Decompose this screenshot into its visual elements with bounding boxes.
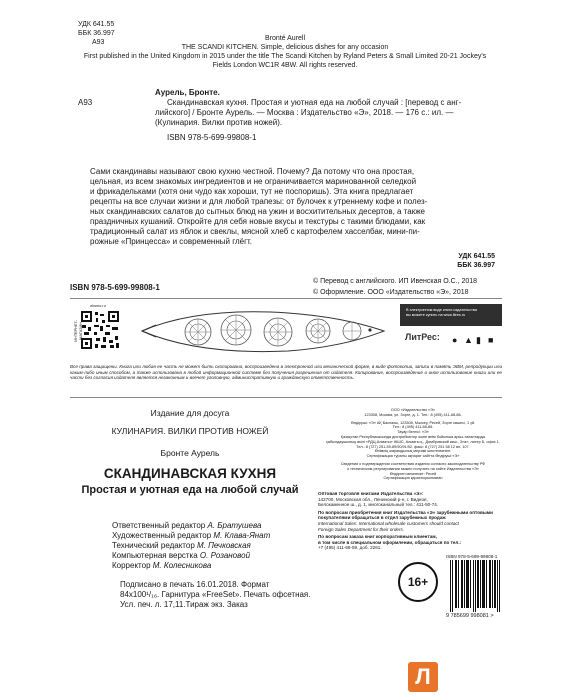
catalog-line-1: Скандинавская кухня. Простая и уютная еда на любой случай : [перевод с анг- bbox=[167, 98, 462, 107]
right-codes bbox=[400, 252, 495, 270]
publisher-line: о техническом регулировании можно получить на сайте Издательства «Э» bbox=[347, 466, 479, 471]
credit-role: Технический редактор bbox=[112, 541, 195, 550]
platform-icons bbox=[452, 334, 502, 346]
original-line-2: First published in the United Kingdom in 2015 under the title The Scandi Kitchen by Ryland Peters & Small Limited 20-21 Jockey's bbox=[83, 53, 487, 60]
credit-name: М. Клава-Янат bbox=[213, 531, 271, 540]
qr-block bbox=[70, 304, 126, 360]
banner-line: В электронном виде книги издательства bbox=[406, 308, 477, 312]
edition-title: СКАНДИНАВСКАЯ КУХНЯ bbox=[103, 466, 277, 481]
credit-role: Корректор bbox=[112, 561, 151, 570]
divider bbox=[70, 298, 502, 299]
annotation-line: праздничных кушаний. Откройте для себя новые вкусы и текстуры с такими блюдами, как bbox=[90, 217, 426, 226]
publisher-line: Тел.: 8 (727) 251-59-89/90/91/92, факс: 8 (727) 251 58 12 вн. 107. bbox=[356, 444, 470, 449]
publisher-line: Өндіруші: «Э» АҚ Баспасы, 123308, Мәскеу, Ресей, Зорге көшесі, 1 үй. bbox=[350, 420, 476, 425]
edition-block bbox=[70, 408, 310, 497]
original-line-1: THE SCANDI KITCHEN. Simple, delicious dishes for any occasion bbox=[181, 44, 389, 51]
print-line: Подписано в печать 16.01.2018. Формат bbox=[120, 580, 270, 589]
abroad-line: Foreign Sales Department for their orders. bbox=[318, 526, 405, 532]
annotation-line: цельная, из всем знакомых ингредиентов и не ограничивается маринованной селедкой bbox=[90, 177, 417, 186]
annotation-line: ных скандинавских салатов до сытных блюд на ужин и восхитительных десертов, а также bbox=[90, 207, 426, 216]
edition-series: КУЛИНАРИЯ. ВИЛКИ ПРОТИВ НОЖЕЙ bbox=[111, 426, 269, 436]
credit-row bbox=[112, 541, 312, 551]
credit-name: О. Розановой bbox=[199, 551, 251, 560]
wholesale-block bbox=[318, 491, 508, 551]
original-line-3: Fields London WC1R 4BW. All rights reserved. bbox=[212, 62, 358, 69]
print-line: 84x100¹/₁₆. Гарнитура «FreeSet». Печать офсетная. bbox=[120, 590, 311, 599]
qr-side-text: ИНТЕРНЕТ-МАГАЗИН bbox=[74, 319, 83, 342]
catalog-code: А93 bbox=[78, 98, 93, 107]
credit-row bbox=[112, 561, 312, 571]
publisher-line: Өнімнің жарамдылық мерзімі шектелмеген. bbox=[374, 449, 452, 454]
abroad-title: По вопросам приобретения книг Издательства «Э» зарубежными оптовыми покупателями обращаться в отдел зарубежных продаж bbox=[318, 509, 493, 521]
corp-line: +7 (495) 411-68-59, доб. 2261. bbox=[318, 545, 382, 551]
banner-line: вы можете купить на www.litres.ru bbox=[406, 312, 466, 317]
barcode-isbn: ISBN 978-5-699-99808-1 bbox=[446, 554, 498, 559]
android-icon: ▲ bbox=[464, 335, 473, 345]
publisher-line: Қазақстан Республикасында дистрибьютор және өнім бойынша арыз-талаптарды bbox=[340, 434, 486, 439]
annotation-line: рецепты на все случаи жизни и для любой трапезы: от булочек к утреннему кофе и полез- bbox=[90, 197, 428, 206]
annotation-line: и фрикадельками (хотя они чудо как хороши, тут не поспоришь). Эта книга предлагает bbox=[90, 187, 414, 196]
qr-caption: eksmo.ru bbox=[90, 304, 106, 308]
annotation-line: рожные «Принцесса» и современный глёгт. bbox=[90, 237, 252, 246]
original-author: Bronté Aurell bbox=[264, 35, 306, 42]
watermark-logo bbox=[408, 662, 438, 692]
rights-notice: Все права защищены. Книга или любая ее часть не может быть скопирована, воспроизведена в электронной или механической форме, в виде фотокопии, записи в память ЭВМ, репродукции или каким-либо иным способом, а также использована в любой информационной системе без получения разрешения от издателя. Копирование, воспроизведение и иное использование книги или ее части без согласия издателя является незаконным и влечет уголовную, административную и гражданскую ответственность. bbox=[70, 364, 502, 381]
credit-row bbox=[112, 531, 312, 541]
publisher-line: ООО «Издательство «Э» bbox=[390, 408, 436, 412]
annotation-line: Сами скандинавы называют свою кухню честной. Почему? Да потому что она простая, bbox=[90, 167, 415, 176]
annotation bbox=[90, 167, 500, 247]
edition-subtitle: Простая и уютная еда на любой случай bbox=[81, 484, 299, 496]
abroad-line: International Sales: International wholesale customers should contact bbox=[318, 520, 459, 526]
annotation-line: традиционный салат из яблок и свеклы, мясной хлеб с картофелем хасселбак, мини-пи- bbox=[90, 227, 420, 236]
watermark-letter: Л bbox=[415, 664, 431, 689]
credit-role: Ответственный редактор bbox=[112, 521, 206, 530]
qr-code-icon bbox=[80, 310, 120, 350]
print-info bbox=[120, 580, 320, 610]
publisher-line: Сведения о подтверждении соответствия издания согласно законодательству РФ bbox=[340, 461, 486, 466]
apple-icon: ● bbox=[452, 335, 458, 345]
original-publication-block bbox=[70, 34, 500, 70]
wholesale-line: Белокаменное ш., д. 1, многоканальный тел.: 411-50-74. bbox=[318, 502, 439, 508]
publisher-line: Тауар белгісі: «Э» bbox=[397, 430, 429, 435]
catalog-author: Аурель, Бронте. bbox=[155, 88, 220, 97]
catalog-line-2: лийского] / Бронте Аурель. — Москва : Издательство «Э», 2018. — 176 с.: ил. — bbox=[155, 108, 454, 117]
print-line: Усл. печ. л. 17,11.Тираж экз. Заказ bbox=[120, 600, 248, 609]
litres-banner bbox=[400, 304, 502, 326]
credit-role: Компьютерная верстка bbox=[112, 551, 198, 560]
corp-line: в том числе в специальном оформлении, обращаться по тел.: bbox=[318, 539, 462, 545]
barcode-block bbox=[446, 555, 506, 625]
barcode-icon bbox=[446, 560, 506, 616]
credit-name: А. Братушева bbox=[207, 521, 262, 530]
publisher-line: Өндірген мемлекет: Ресей bbox=[389, 471, 437, 476]
right-bbk: ББК 36.997 bbox=[457, 262, 495, 269]
catalog-entry bbox=[78, 88, 498, 143]
catalog-line-3: (Кулинария. Вилки против ножей). bbox=[155, 118, 283, 127]
litres-logo: ЛитРес: bbox=[405, 332, 440, 342]
fish-illustration bbox=[138, 303, 388, 361]
publisher-line: Сертификация қарастырылмаған bbox=[383, 476, 443, 481]
corp-title: По вопросам заказа книг корпоративным клиентам, bbox=[318, 534, 437, 540]
bbk-code: ББК 36.997 bbox=[78, 30, 115, 37]
right-udk: УДК 641.55 bbox=[458, 253, 495, 260]
edition-author: Бронте Аурель bbox=[160, 448, 220, 458]
isbn-left: ISBN 978-5-699-99808-1 bbox=[70, 283, 160, 292]
catalog-isbn: ISBN 978-5-699-99808-1 bbox=[167, 133, 257, 142]
publisher-block bbox=[318, 408, 508, 481]
phone-icon: ▮ bbox=[476, 335, 481, 345]
credit-name: М. Колесникова bbox=[152, 561, 212, 570]
edition-type: Издание для досуга bbox=[150, 408, 230, 418]
copyright-block bbox=[313, 277, 513, 297]
publisher-line: Тел.: 8 (495) 411-68-86. bbox=[392, 425, 434, 430]
credit-name: М. Печковская bbox=[197, 541, 251, 550]
wholesale-line: 142700, Московская обл., Ленинский р-н, г. Видное, bbox=[318, 496, 428, 502]
copyright-line: © Оформление. ООО «Издательство «Э», 2018 bbox=[313, 289, 469, 296]
credit-role: Художественный редактор bbox=[112, 531, 212, 540]
divider bbox=[70, 397, 502, 398]
publisher-line: Сертификация туралы ақпарат сайтта Өндіруші «Э» bbox=[366, 454, 460, 459]
windows-icon: ■ bbox=[488, 335, 494, 345]
age-rating: 16+ bbox=[407, 575, 429, 589]
author-sign-code: А93 bbox=[92, 39, 105, 46]
wholesale-title: Оптовая торговля книгами Издательства «Э»: bbox=[318, 491, 424, 496]
credit-row bbox=[112, 551, 312, 561]
credit-row bbox=[112, 521, 312, 531]
publisher-line: 123308, Москва, ул. Зорге, д. 1. Тел.: 8 (495) 411-68-86. bbox=[364, 412, 462, 417]
barcode-digits: 9 785699 998081 > bbox=[446, 613, 494, 619]
credits bbox=[112, 521, 312, 571]
udk-code: УДК 641.55 bbox=[78, 21, 115, 28]
banner-text bbox=[400, 304, 502, 318]
age-rating-badge bbox=[398, 562, 438, 602]
publisher-line: қабылдаушының өкілі «РДЦ-Алматы» ЖШС, Алматы қ., Домбровский көш., 3«а», литер Б, офис 1. bbox=[326, 439, 500, 444]
copyright-line: © Перевод с английского. ИП Ивенская О.С., 2018 bbox=[313, 278, 478, 285]
